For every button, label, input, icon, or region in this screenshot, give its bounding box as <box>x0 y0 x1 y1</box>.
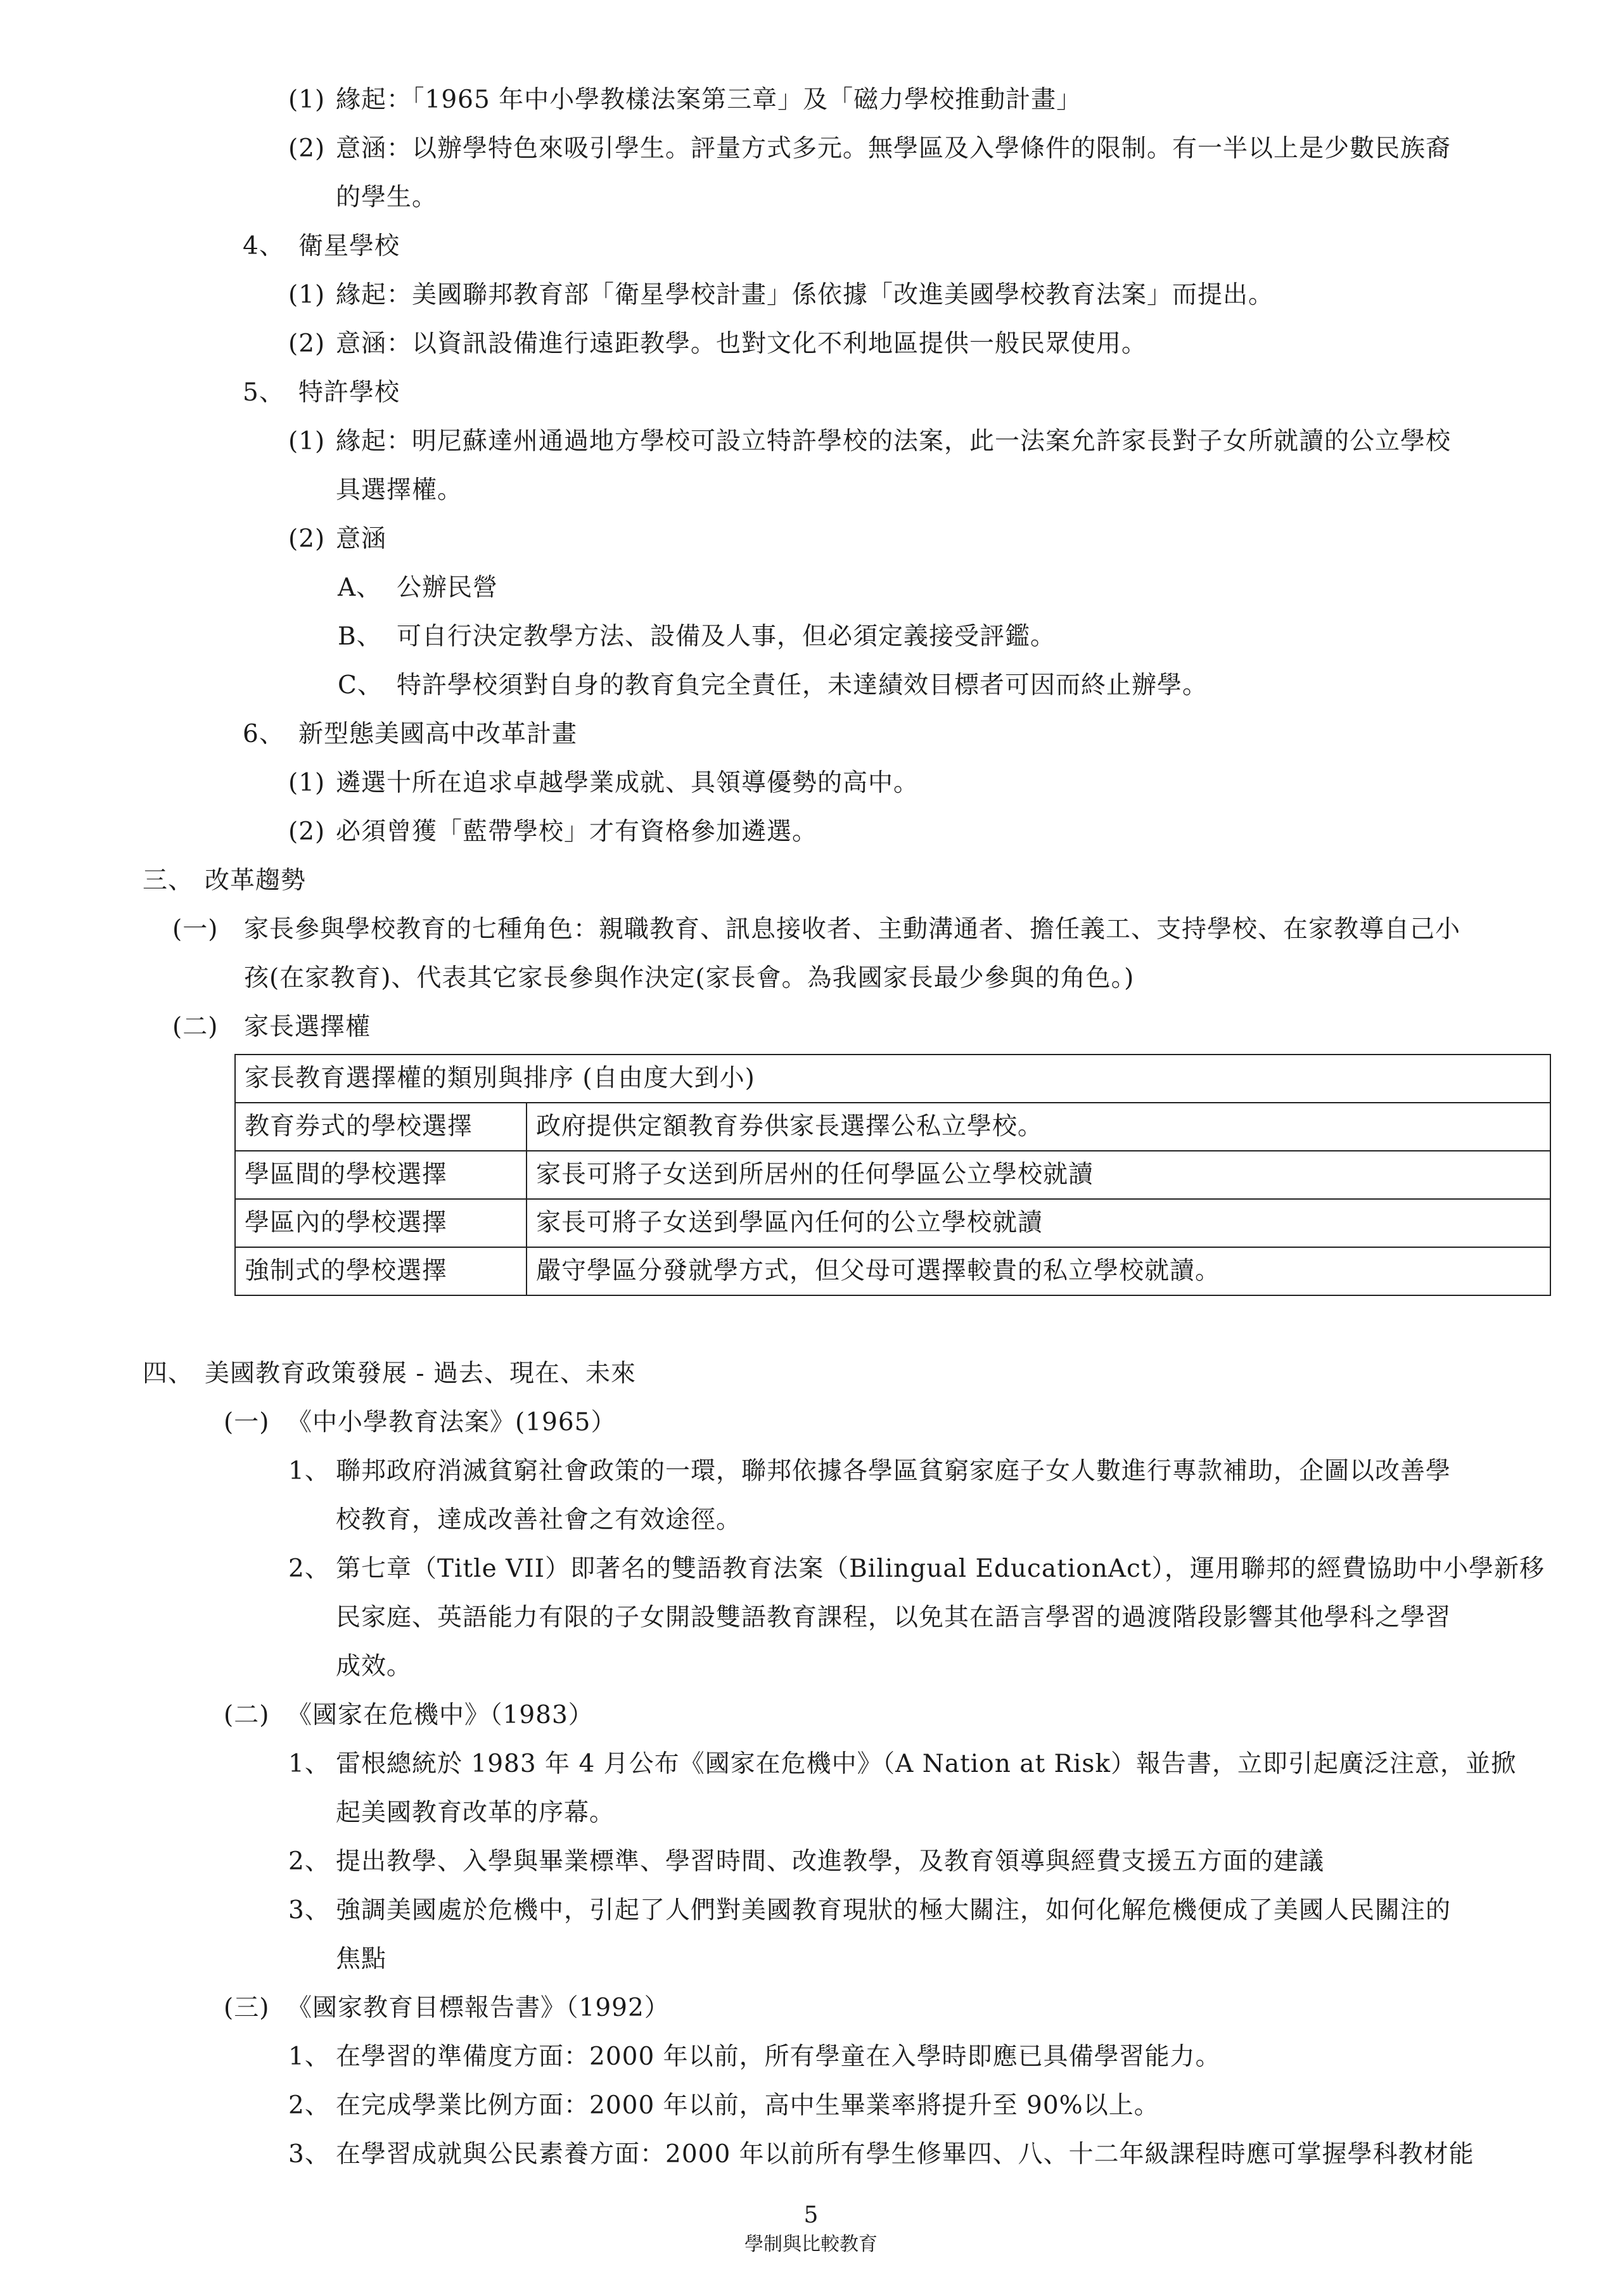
item-label: 四、 <box>143 1359 194 1388</box>
text-line <box>288 2138 1474 2171</box>
item-text: 公辦民營 <box>397 574 499 602</box>
item-text: 在完成學業比例方面：2000 年以前，高中生畢業率將提升至 90%以上。 <box>336 2091 1159 2120</box>
item-label: 5、 <box>243 378 284 407</box>
item-label: (2) <box>288 525 326 553</box>
item-text: 校教育，達成改善社會之有效途徑。 <box>336 1506 742 1534</box>
item-text: 《國家教育目標報告書》（1992） <box>287 1994 670 2022</box>
text-line <box>288 1455 1451 1488</box>
item-label: 2、 <box>288 1555 330 1583</box>
item-label: (二) <box>224 1701 270 1729</box>
item-text: 聯邦政府消滅貧窮社會政策的一環，聯邦依據各學區貧窮家庭子女人數進行專款補助，企圖以改善學 <box>336 1457 1452 1485</box>
table-row <box>235 1247 1550 1295</box>
item-text: 意涵：以辦學特色來吸引學生。評量方式多元。無學區及入學條件的限制。有一半以上是少數民族裔 <box>336 134 1452 163</box>
item-text: 具選擇權。 <box>336 476 463 504</box>
text-line <box>244 962 1134 995</box>
item-text: 緣起：明尼蘇達州通過地方學校可設立特許學校的法案，此一法案允許家長對子女所就讀的公立學校 <box>336 427 1452 456</box>
item-label: (三) <box>224 1994 270 2022</box>
text-line <box>288 523 386 556</box>
item-text: 意涵 <box>336 525 387 553</box>
item-text: 美國教育政策發展 - 過去、現在、未來 <box>205 1359 636 1388</box>
list-heading <box>243 376 400 409</box>
text-line <box>288 1553 1545 1586</box>
table-row <box>235 1199 1550 1247</box>
text-line <box>336 1650 412 1683</box>
item-text: 在學習成就與公民素養方面：2000 年以前所有學生修畢四、八、十二年級課程時應可掌握學科教材能 <box>336 2140 1474 2169</box>
text-line <box>338 620 1056 653</box>
item-text: 焦點 <box>336 1945 387 1973</box>
table-cell: 教育券式的學校選擇 <box>235 1103 527 1151</box>
text-line <box>172 1011 371 1044</box>
item-label: (1) <box>288 427 326 456</box>
item-text: 強調美國處於危機中，引起了人們對美國教育現狀的極大關注，如何化解危機便成了美國人民關注的 <box>336 1896 1452 1925</box>
subsection-heading <box>224 1406 616 1439</box>
item-text: 衛星學校 <box>298 232 400 260</box>
page-footer: 學制與比較教育 <box>744 2233 878 2255</box>
item-label: 3、 <box>288 1896 330 1925</box>
item-text: 家長參與學校教育的七種角色：親職教育、訊息接收者、主動溝通者、擔任義工、支持學校、在家教導自己小 <box>244 915 1461 944</box>
table-cell: 學區間的學校選擇 <box>235 1151 527 1199</box>
subsection-heading <box>224 1992 670 2025</box>
text-line <box>338 669 1208 702</box>
text-line <box>338 572 498 605</box>
table-cell: 強制式的學校選擇 <box>235 1247 527 1295</box>
item-text: 起美國教育改革的序幕。 <box>336 1799 615 1827</box>
item-label: (一) <box>224 1408 270 1437</box>
item-label: 1、 <box>288 1457 330 1485</box>
item-text: 意涵：以資訊設備進行遠距教學。也對文化不利地區提供一般民眾使用。 <box>336 330 1147 358</box>
item-label: (2) <box>288 818 326 846</box>
text-line <box>336 1601 1451 1634</box>
text-line <box>336 1797 615 1830</box>
text-line <box>288 2089 1159 2122</box>
item-label: (1) <box>288 769 326 797</box>
item-text: 《中小學教育法案》(1965） <box>287 1408 616 1437</box>
item-text: 雷根總統於 1983 年 4 月公布《國家在危機中》（A Nation at Risk）報告書，立即引起廣泛注意，並掀 <box>336 1750 1517 1778</box>
item-label: (1) <box>288 86 326 114</box>
item-text: 民家庭、英語能力有限的子女開設雙語教育課程，以免其在語言學習的過渡階段影響其他學科之學習 <box>336 1603 1452 1632</box>
text-line <box>288 1748 1516 1781</box>
item-label: (2) <box>288 330 326 358</box>
table-caption-row <box>235 1055 1550 1103</box>
subsection-heading <box>224 1699 594 1732</box>
item-label: A、 <box>338 574 382 602</box>
text-line <box>288 767 919 800</box>
item-text: 緣起：「1965 年中小學教樣法案第三章」及「磁力學校推動計畫」 <box>336 86 1082 114</box>
item-label: 6、 <box>243 720 284 748</box>
text-line <box>288 1845 1324 1878</box>
section-heading <box>143 1357 636 1390</box>
page-number: 5 <box>803 2202 819 2228</box>
item-text: 緣起：美國聯邦教育部「衛星學校計畫」係依據「改進美國學校教育法案」而提出。 <box>336 281 1274 309</box>
item-label: 3、 <box>288 2140 330 2169</box>
table-caption: 家長教育選擇權的類別與排序 (自由度大到小) <box>235 1055 1550 1103</box>
item-text: 特許學校須對自身的教育負完全責任，未達績效目標者可因而終止辦學。 <box>397 671 1208 700</box>
item-text: 孩(在家教育)、代表其它家長參與作決定(家長會。為我國家長最少參與的角色。) <box>244 964 1135 992</box>
item-label: 1、 <box>288 1750 330 1778</box>
item-text: 第七章（Title VII）即著名的雙語教育法案（Bilingual EducationAct），運用聯邦的經費協助中小學新移 <box>336 1555 1545 1583</box>
table-cell: 家長可將子女送到所居州的任何學區公立學校就讀 <box>527 1151 1550 1199</box>
table-cell: 嚴守學區分發就學方式，但父母可選擇較貴的私立學校就讀。 <box>527 1247 1550 1295</box>
table-cell: 政府提供定額教育券供家長選擇公私立學校。 <box>527 1103 1550 1151</box>
item-text: 在學習的準備度方面：2000 年以前，所有學童在入學時即應已具備學習能力。 <box>336 2043 1221 2071</box>
text-line <box>288 84 1082 117</box>
item-text: 成效。 <box>336 1652 412 1681</box>
table-cell: 家長可將子女送到學區內任何的公立學校就讀 <box>527 1199 1550 1247</box>
text-line <box>336 474 463 507</box>
item-text: 的學生。 <box>336 183 438 212</box>
list-heading <box>243 718 577 751</box>
item-text: 特許學校 <box>298 378 400 407</box>
item-label: C、 <box>338 671 383 700</box>
text-line <box>336 1504 741 1537</box>
text-line <box>172 913 1460 946</box>
item-label: B、 <box>338 622 382 651</box>
item-text: 可自行決定教學方法、設備及人事，但必須定義接受評鑑。 <box>397 622 1056 651</box>
item-text: 《國家在危機中》（1983） <box>287 1701 594 1729</box>
item-text: 新型態美國高中改革計畫 <box>298 720 578 748</box>
section-heading <box>143 864 306 897</box>
text-line <box>288 328 1147 361</box>
item-text: 提出教學、入學與畢業標準、學習時間、改進教學，及教育領導與經費支援五方面的建議 <box>336 1847 1325 1876</box>
school-choice-table <box>234 1054 1551 1296</box>
item-text: 遴選十所在追求卓越學業成就、具領導優勢的高中。 <box>336 769 919 797</box>
item-label: 4、 <box>243 232 284 260</box>
text-line <box>288 816 817 849</box>
item-label: 2、 <box>288 2091 330 2120</box>
table-row <box>235 1103 1550 1151</box>
item-label: 2、 <box>288 1847 330 1876</box>
table-cell: 學區內的學校選擇 <box>235 1199 527 1247</box>
text-line <box>288 132 1451 165</box>
item-label: (2) <box>288 134 326 163</box>
text-line <box>288 1894 1451 1927</box>
item-label: 1、 <box>288 2043 330 2071</box>
text-line <box>336 181 437 214</box>
list-heading <box>243 230 400 263</box>
text-line <box>288 2041 1221 2074</box>
text-line <box>336 1943 386 1976</box>
item-label: (二) <box>172 1013 219 1041</box>
item-text: 家長選擇權 <box>244 1013 371 1041</box>
table-row <box>235 1151 1550 1199</box>
text-line <box>288 279 1274 312</box>
item-label: (一) <box>172 915 219 944</box>
item-label: 三、 <box>143 866 194 895</box>
item-text: 改革趨勢 <box>205 866 307 895</box>
text-line <box>288 425 1451 458</box>
item-text: 必須曾獲「藍帶學校」才有資格參加遴選。 <box>336 818 818 846</box>
item-label: (1) <box>288 281 326 309</box>
